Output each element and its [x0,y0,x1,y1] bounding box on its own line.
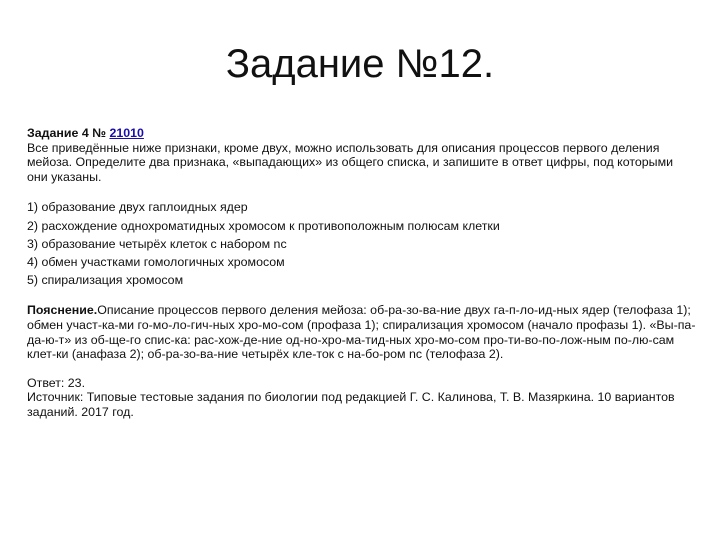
task-content [27,126,697,420]
answer-text: Ответ: 23. [27,375,86,390]
task-number-link[interactable]: 21010 [109,126,144,140]
explanation-text: Описание процессов первого деления мейоза: об-ра-зо-ва-ние двух га-п-ло-ид-ных ядер (телофаза 1); обмен участ-ка-ми го-мо-ло-гич-ных хро-мо-сом (профаза 1); спирализация хромосом (начало профазы 1). «Вы-па-да-ю-т» из об-ще-го спис-ка: рас-хож-де-ние од-но-хро-ма-тид-ных хро-мо-сом про-ти-во-по-лож-ным по-лю-сам клет-ки (анафаза 2); об-ра-зо-ва-ние четырёх кле-ток с на-бо-ром nc (телофаза 2). [27,303,696,362]
option-2: 2) расхождение однохроматидных хромосом к противоположным полюсам клетки [27,218,500,233]
option-1: 1) образование двух гаплоидных ядер [27,200,248,215]
spacer [27,184,697,198]
source-text: Источник: Типовые тестовые задания по биологии под редакцией Г. С. Калинова, Т. В. Мазяркина. 10 вариантов заданий. 2017 год. [27,390,675,419]
answer-options [27,198,697,289]
slide-title: Задание №12. [225,42,495,86]
task-heading-prefix: Задание 4 № [27,126,110,140]
spacer [27,362,697,376]
option-5: 5) спирализация хромосом [27,273,184,288]
option-4: 4) обмен участками гомологичных хромосом [27,254,285,269]
option-3: 3) образование четырёх клеток с набором nc [27,236,287,251]
spacer [27,289,697,303]
explanation [27,303,697,361]
explanation-label: Пояснение. [27,303,98,318]
task-prompt: Все приведённые ниже признаки, кроме двух, можно использовать для описания процессов первого деления мейоза. Определите два признака, «выпадающих» из общего списка, и запишите в ответ цифры, под которыми они указаны. [27,140,674,184]
task-heading [27,126,697,141]
